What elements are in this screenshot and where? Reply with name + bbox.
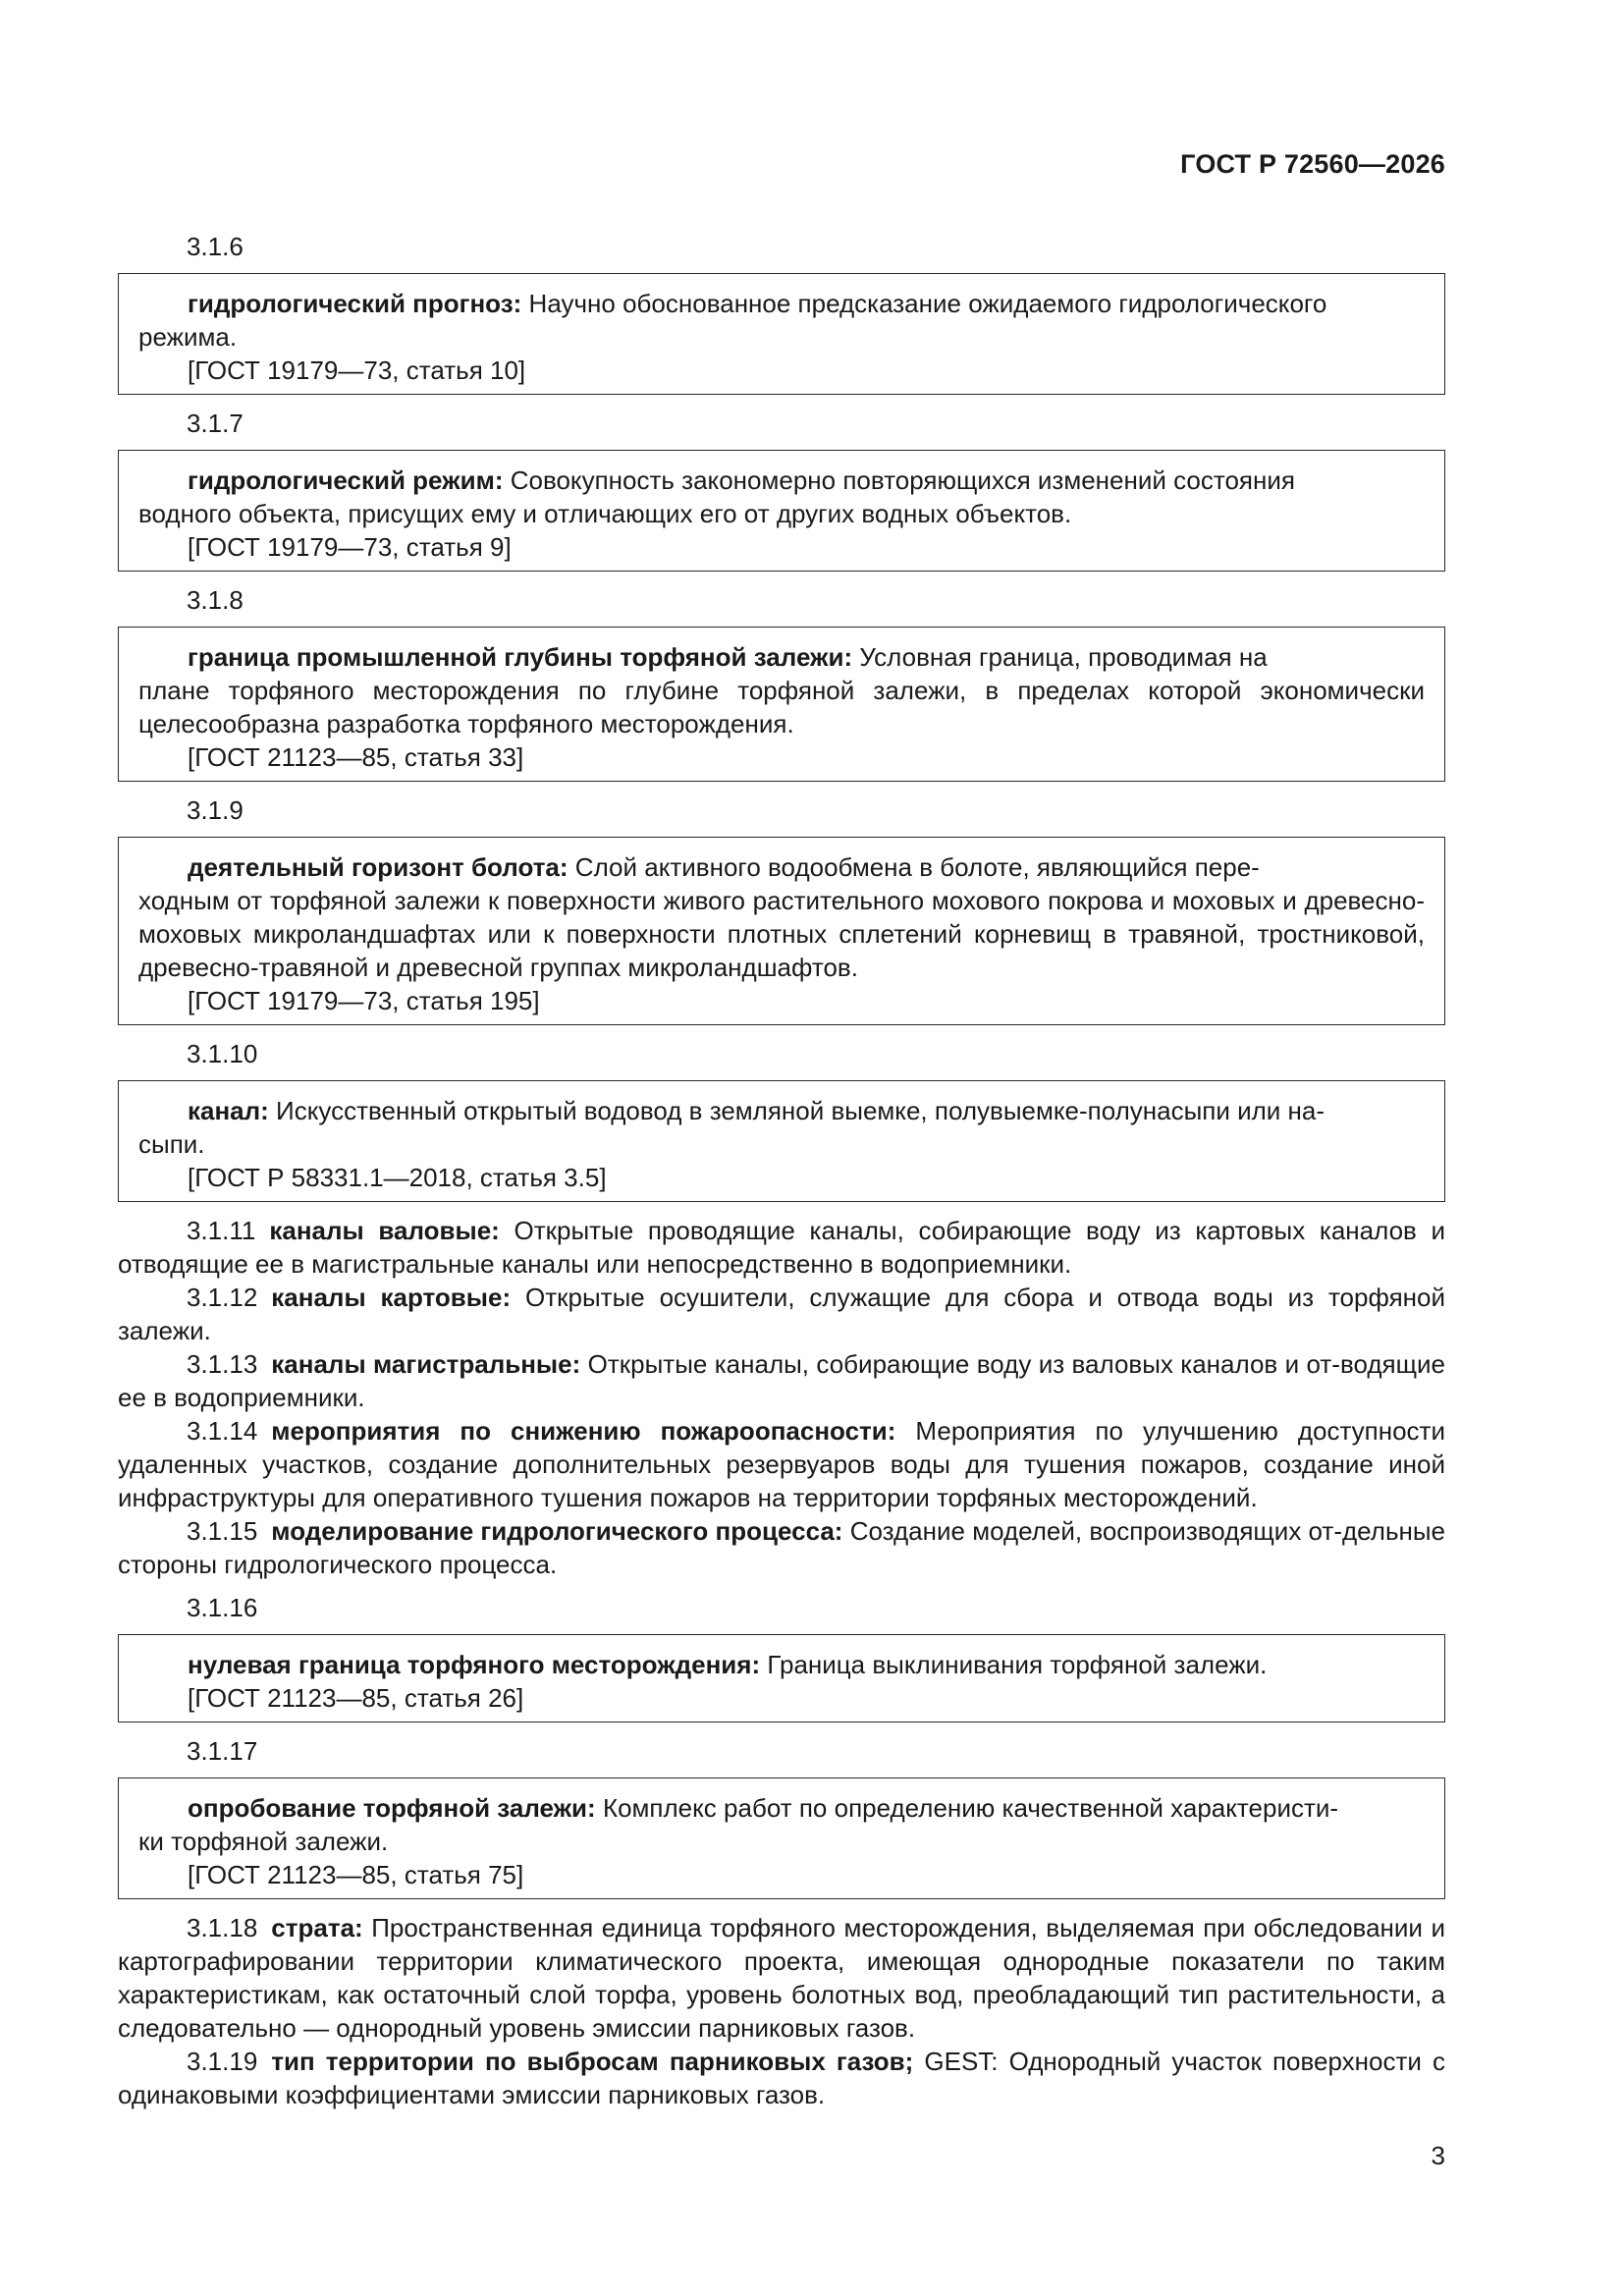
term-paragraph (118, 1281, 1445, 1347)
term-name: каналы валовые: (269, 1216, 500, 1245)
term-number: 3.1.14 (187, 1416, 258, 1446)
term-name: страта: (271, 1913, 363, 1942)
term-box (118, 450, 1445, 572)
term-paragraph (118, 1214, 1445, 1281)
term-box (118, 627, 1445, 782)
term-name: каналы магистральные: (271, 1349, 581, 1379)
term-box (118, 1777, 1445, 1899)
term-box (118, 1634, 1445, 1722)
term-definition: Создание моделей, воспроизводящих от-дельные стороны гидрологического процесса. (118, 1516, 1445, 1579)
term-number: 3.1.18 (187, 1913, 258, 1942)
term-definition: нулевая граница торфяного месторождения: Граница выклинивания торфяной залежи. (188, 1650, 1268, 1679)
term-source: [ГОСТ 19179—73, статья 9] (188, 532, 512, 562)
term-source: [ГОСТ 19179—73, статья 195] (188, 986, 540, 1015)
term-box (118, 837, 1445, 1025)
term-name: гидрологический прогноз: (188, 289, 522, 318)
term-name: тип территории по выбросам парниковых газов; (271, 2047, 914, 2076)
term-definition: канал: Искусственный открытый водовод в земляной выемке, полувыемке-полунасыпи или на- (188, 1096, 1325, 1125)
term-number: 3.1.12 (187, 1283, 258, 1312)
term-definition: Открытые осушители, служащие для сбора и отвода воды из торфяной залежи. (118, 1283, 1445, 1345)
term-paragraph (118, 2045, 1445, 2111)
term-name: канал: (188, 1096, 269, 1125)
term-number: 3.1.7 (187, 409, 243, 438)
term-name: моделирование гидрологического процесса: (271, 1516, 843, 1546)
term-number: 3.1.11 (187, 1216, 256, 1245)
term-definition: Мероприятия по улучшению доступности удаленных участков, создание дополнительных резервуаров воды для тушения пожаров, создание иной инфраструктуры для оперативного тушения пожаров на территории торфяных месторождений. (118, 1416, 1445, 1512)
term-definition-cont: плане торфяного месторождения по глубине торфяной залежи, в пределах которой экономически целесообразна разработка торфяного месторождения. (138, 676, 1425, 738)
document-header: ГОСТ Р 72560—2026 (1180, 149, 1445, 179)
term-paragraph (118, 1414, 1445, 1514)
term-definition: опробование торфяной залежи: Комплекс работ по определению качественной характеристи- (188, 1793, 1339, 1823)
term-number: 3.1.13 (187, 1349, 258, 1379)
term-number: 3.1.15 (187, 1516, 258, 1546)
term-definition-cont: сыпи. (138, 1129, 205, 1159)
term-number: 3.1.17 (187, 1736, 258, 1766)
term-definition: граница промышленной глубины торфяной залежи: Условная граница, проводимая на (188, 642, 1268, 672)
term-number: 3.1.6 (187, 232, 243, 261)
term-name: мероприятия по снижению пожароопасности: (271, 1416, 896, 1446)
term-number: 3.1.10 (187, 1039, 258, 1068)
term-definition-cont: водного объекта, присущих ему и отличающих его от других водных объектов. (138, 499, 1072, 528)
term-number: 3.1.8 (187, 585, 243, 615)
term-source: [ГОСТ Р 58331.1—2018, статья 3.5] (188, 1163, 607, 1192)
term-name: деятельный горизонт болота: (188, 852, 568, 882)
term-number: 3.1.19 (187, 2047, 258, 2076)
term-definition: Пространственная единица торфяного месторождения, выделяемая при обследовании и картографировании территории климатического проекта, имеющая однородные показатели по таким характеристикам, как остаточный слой торфа, уровень болотных вод, преобладающий тип растительности, а следовательно — однородный уровень эмиссии парниковых газов. (118, 1913, 1445, 2043)
term-source: [ГОСТ 19179—73, статья 10] (188, 355, 526, 385)
term-source: [ГОСТ 21123—85, статья 75] (188, 1860, 524, 1889)
term-source: [ГОСТ 21123—85, статья 33] (188, 742, 524, 772)
term-name: опробование торфяной залежи: (188, 1793, 596, 1823)
term-name: нулевая граница торфяного месторождения: (188, 1650, 761, 1679)
term-box (118, 1080, 1445, 1202)
term-name: гидрологический режим: (188, 465, 504, 495)
term-definition: Открытые проводящие каналы, собирающие воду из картовых каналов и отводящие ее в магистральные каналы или непосредственно в водоприемники. (118, 1216, 1446, 1279)
term-definition-cont: режима. (138, 322, 238, 352)
term-definition-cont: ходным от торфяной залежи к поверхности живого растительного мохового покрова и моховых и древесно-моховых микроландшафтах или к поверхности плотных сплетений корневищ в травяной, тростниковой, древесно-травяной и древесной группах микроландшафтов. (138, 886, 1425, 982)
term-paragraph (118, 1514, 1445, 1581)
term-paragraph (118, 1911, 1445, 2045)
term-name: граница промышленной глубины торфяной залежи: (188, 642, 853, 672)
term-source: [ГОСТ 21123—85, статья 26] (188, 1683, 524, 1713)
page-number: 3 (1431, 2141, 1445, 2170)
term-definition: Открытые каналы, собирающие воду из валовых каналов и от-водящие ее в водоприемники. (118, 1349, 1445, 1412)
term-definition: гидрологический прогноз: Научно обоснованное предсказание ожидаемого гидрологического (188, 289, 1327, 318)
terms-section (118, 230, 1445, 2111)
term-number: 3.1.16 (187, 1593, 258, 1622)
term-definition-cont: ки торфяной залежи. (138, 1827, 389, 1856)
term-paragraph (118, 1347, 1445, 1414)
term-definition: деятельный горизонт болота: Слой активного водообмена в болоте, являющийся пере- (188, 852, 1260, 882)
term-name: каналы картовые: (271, 1283, 512, 1312)
term-box (118, 273, 1445, 395)
term-number: 3.1.9 (187, 795, 243, 825)
term-definition: гидрологический режим: Совокупность закономерно повторяющихся изменений состояния (188, 465, 1295, 495)
term-definition: GEST: Однородный участок поверхности с одинаковыми коэффициентами эмиссии парниковых газов. (118, 2047, 1445, 2109)
